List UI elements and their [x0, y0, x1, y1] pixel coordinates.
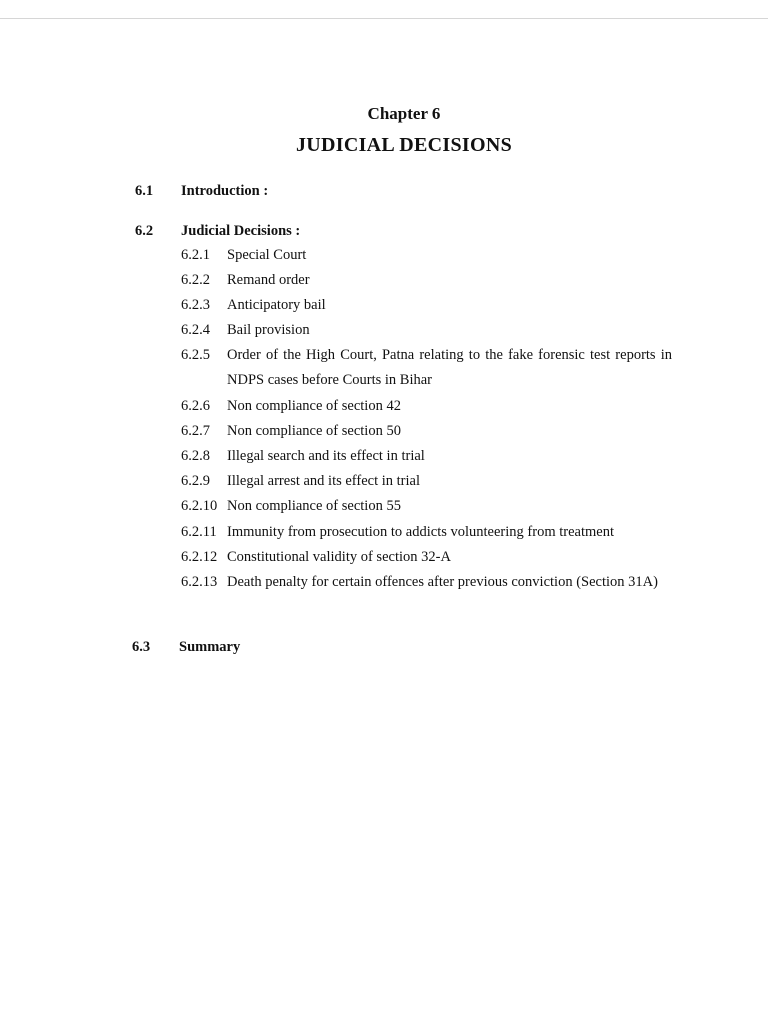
subsection-title: Special Court: [227, 247, 307, 263]
subsection-title: Illegal search and its effect in trial: [227, 448, 425, 464]
chapter-title: JUDICIAL DECISIONS: [295, 134, 512, 156]
subsection-title: Anticipatory bail: [227, 297, 326, 313]
section-number-6-2: 6.2: [135, 223, 154, 239]
subsection-number: 6.2.3: [181, 297, 210, 313]
section-title-summary: Summary: [179, 639, 241, 655]
subsection-title: Bail provision: [227, 322, 310, 338]
section-number-6-1: 6.1: [135, 183, 154, 199]
subsection-title: Death penalty for certain offences after previous conviction (Section 31A): [227, 574, 658, 590]
subsection-number: 6.2.5: [181, 347, 210, 363]
section-number-6-3: 6.3: [132, 639, 151, 655]
subsection-title: Immunity from prosecution to addicts volunteering from treatment: [227, 524, 614, 540]
subsection-title: Illegal arrest and its effect in trial: [227, 473, 420, 489]
section-title-judicial-decisions: Judicial Decisions :: [181, 223, 301, 239]
section-title-introduction: Introduction :: [181, 183, 269, 199]
subsection-title: Non compliance of section 55: [227, 498, 401, 514]
subsection-number: 6.2.7: [181, 423, 210, 439]
subsection-number: 6.2.2: [181, 272, 210, 288]
subsection-title: Order of the High Court, Patna relating to the fake forensic test reports in NDPS cases before Courts in Bihar: [227, 347, 672, 388]
subsection-number: 6.2.13: [181, 574, 218, 590]
subsection-number: 6.2.10: [181, 498, 218, 514]
subsection-title: Remand order: [227, 272, 310, 288]
subsection-number: 6.2.8: [181, 448, 210, 464]
subsection-title: Non compliance of section 50: [227, 423, 401, 439]
subsection-number: 6.2.12: [181, 549, 218, 565]
subsection-number: 6.2.4: [181, 322, 210, 338]
subsection-number: 6.2.11: [181, 524, 217, 540]
subsection-title: Non compliance of section 42: [227, 398, 401, 414]
scan-edge-line: [0, 18, 768, 19]
chapter-label: Chapter 6: [367, 104, 441, 123]
subsection-number: 6.2.6: [181, 398, 210, 414]
subsection-title: Constitutional validity of section 32-A: [227, 549, 451, 565]
subsection-number: 6.2.1: [181, 247, 210, 263]
subsection-number: 6.2.9: [181, 473, 210, 489]
